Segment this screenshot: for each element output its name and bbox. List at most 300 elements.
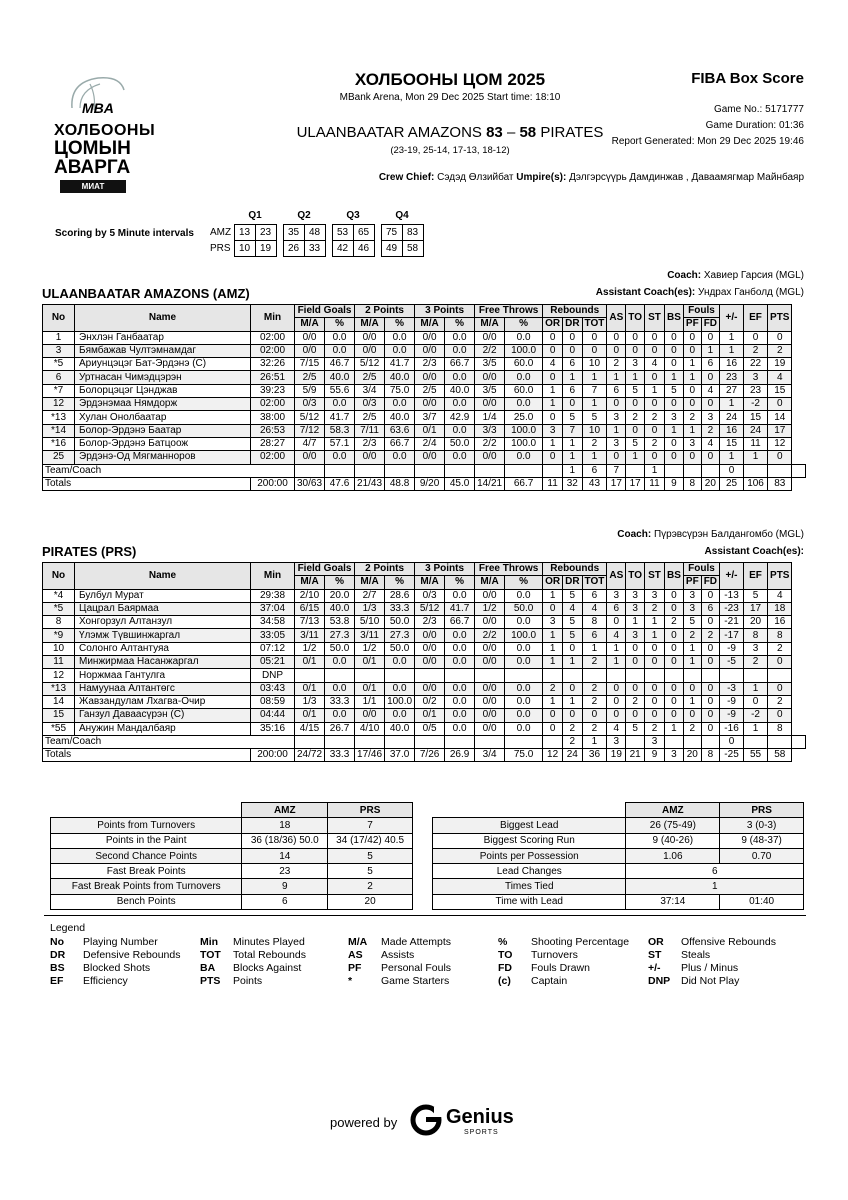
cell-fg-ma: 1/2 (295, 642, 325, 655)
cell-min: 33:05 (251, 629, 295, 642)
cell-tot: 0 (582, 331, 607, 344)
cell-as: 0 (607, 398, 626, 411)
cell-or: 0 (543, 331, 563, 344)
cell-tot: 2 (582, 437, 607, 450)
cell-ef: 20 (744, 616, 768, 629)
player-row (43, 424, 806, 437)
total-or: 11 (543, 477, 563, 490)
cell-or: 0 (543, 344, 563, 357)
cell-min: DNP (251, 669, 295, 682)
cell-to: 3 (626, 589, 645, 602)
legend-abbr: +/- (648, 962, 661, 974)
col-subheader-ma: M/A (295, 576, 325, 589)
sponsor-text: МИАТ (81, 182, 105, 191)
cell-ef: 0 (744, 331, 768, 344)
total-ft-pct: 75.0 (505, 749, 543, 762)
col-subheader-pct: % (445, 576, 475, 589)
team1-boxscore-table (42, 304, 806, 491)
stat-label: Biggest Scoring Run (433, 833, 626, 848)
col-subheader-ma: M/A (355, 318, 385, 331)
cell-or: 4 (543, 358, 563, 371)
cell-ft-ma: 0/0 (475, 371, 505, 384)
total-fg-ma: 30/63 (295, 477, 325, 490)
q1-header: Q1 (248, 210, 262, 222)
cell-ef: 24 (744, 424, 768, 437)
cell-p3-ma: 0/0 (415, 682, 445, 695)
cell-fg-pct: 20.0 (325, 589, 355, 602)
legend-desc: Assists (381, 949, 415, 961)
cell-dr: 5 (563, 629, 582, 642)
cell-to (626, 669, 645, 682)
cell-st: 0 (645, 695, 665, 708)
col-subheader-fd: FD (701, 318, 719, 331)
stat-value-amz: 37:14 (626, 894, 720, 909)
cell-fg-ma: 4/7 (295, 437, 325, 450)
genius-sub: SPORTS (464, 1129, 499, 1136)
cell-as: 3 (607, 411, 626, 424)
legend-abbr: M/A (348, 936, 368, 948)
away-team-name: PIRATES (540, 124, 604, 141)
interval-score: 46 (353, 240, 374, 256)
header-row (43, 305, 806, 318)
cell-ef: 3 (744, 642, 768, 655)
stats-row (51, 833, 413, 848)
cell-ft-ma: 0/0 (475, 682, 505, 695)
cell-fg-ma: 2/5 (295, 371, 325, 384)
cell-as: 4 (607, 629, 626, 642)
cell-fg-ma (295, 735, 325, 748)
cell-plus-minus: 23 (720, 371, 744, 384)
interval-score: 35 (283, 224, 304, 240)
cell-tot: 4 (582, 602, 607, 615)
cell-p2-pct: 50.0 (385, 642, 415, 655)
cell-fg-ma: 7/13 (295, 616, 325, 629)
cell-fg-ma: 0/1 (295, 656, 325, 669)
cell-p3-ma (415, 735, 445, 748)
cell-pf: 2 (683, 629, 701, 642)
cell-to: 0 (626, 682, 645, 695)
cell-pf (683, 464, 701, 477)
col-header-ef: EF (744, 563, 768, 590)
player-row (43, 695, 806, 708)
cell-plus-minus: -9 (720, 709, 744, 722)
cell-p3-ma: 0/0 (415, 629, 445, 642)
cell-ft-ma: 0/0 (475, 398, 505, 411)
cell-ft-pct (505, 735, 543, 748)
cell-ft-ma: 0/0 (475, 451, 505, 464)
cell-p3-ma: 0/0 (415, 451, 445, 464)
player-row (43, 709, 806, 722)
cell-p2-ma: 1/2 (355, 642, 385, 655)
stats-row (433, 818, 804, 833)
powered-by-text: powered by (330, 1115, 398, 1130)
col-subheader-ma: M/A (475, 576, 505, 589)
cell-p2-ma: 2/5 (355, 371, 385, 384)
team1-assistant-line (450, 287, 804, 298)
cell-pf: 0 (683, 709, 701, 722)
cell-to: 2 (626, 411, 645, 424)
cell-p2-pct: 75.0 (385, 384, 415, 397)
cell-ft-pct: 60.0 (505, 358, 543, 371)
cell-p2-pct (385, 464, 415, 477)
cell-fg-pct: 0.0 (325, 451, 355, 464)
legend-abbr: EF (50, 975, 64, 987)
player-row (43, 344, 806, 357)
cell-or: 1 (543, 589, 563, 602)
total-pf: 8 (683, 477, 701, 490)
cell-p3-ma: 2/5 (415, 384, 445, 397)
cell-st: 1 (645, 464, 665, 477)
stats-header-prs: PRS (328, 803, 413, 818)
cell-to: 0 (626, 709, 645, 722)
cell-as: 6 (607, 602, 626, 615)
total-pts: 58 (768, 749, 792, 762)
cell-ef: 1 (744, 682, 768, 695)
team1-assistant: Ундрах Ганболд (MGL) (698, 287, 804, 298)
cell-bs: 0 (665, 358, 684, 371)
team-coach-label: Team/Coach (43, 735, 295, 748)
stat-label: Second Chance Points (51, 848, 242, 863)
cell-dr: 6 (563, 384, 582, 397)
legend-abbr: BA (200, 962, 216, 974)
stats-row (51, 818, 413, 833)
cell-to: 3 (626, 358, 645, 371)
cell-fg-pct: 0.0 (325, 709, 355, 722)
interval-score: 75 (381, 224, 402, 240)
cell-min: 28:27 (251, 437, 295, 450)
col-header-st: ST (645, 305, 665, 332)
legend-abbr: OR (648, 936, 664, 948)
total-p2-pct: 37.0 (385, 749, 415, 762)
cell-dr: 0 (563, 398, 582, 411)
cell-ft-ma: 2/2 (475, 344, 505, 357)
cell-min: 02:00 (251, 398, 295, 411)
cell-ef: 1 (744, 451, 768, 464)
cell-plus-minus: -9 (720, 642, 744, 655)
cell-pts: 17 (768, 424, 792, 437)
col-header-bs: BS (665, 305, 684, 332)
cell-undefined (792, 735, 806, 748)
cell-ft-ma: 2/2 (475, 629, 505, 642)
cell-name: Намуунаа Алтантөгс (75, 682, 251, 695)
team-coach-label: Team/Coach (43, 464, 295, 477)
cell-ef: 8 (744, 629, 768, 642)
cell-p3-pct: 50.0 (445, 437, 475, 450)
cell-fg-ma: 0/1 (295, 682, 325, 695)
cell-st: 0 (645, 331, 665, 344)
total-plus-minus: 25 (720, 477, 744, 490)
legend-abbr: PF (348, 962, 362, 974)
cell-to: 0 (626, 642, 645, 655)
cell-st: 1 (645, 616, 665, 629)
col-header-pm: +/- (720, 563, 744, 590)
cell-pts: 12 (768, 437, 792, 450)
logo-mark: MBA (82, 100, 114, 116)
cell-ef: -2 (744, 398, 768, 411)
cell-dr: 0 (563, 709, 582, 722)
stat-value-amz: 9 (40-26) (626, 833, 720, 848)
cell-ft-ma: 0/0 (475, 589, 505, 602)
cell-bs: 0 (665, 629, 684, 642)
cell-name: Булбул Мурат (75, 589, 251, 602)
cell-to: 3 (626, 629, 645, 642)
cell-name: Болор-Эрдэнэ Батцоож (75, 437, 251, 450)
col-header-min: Min (251, 563, 295, 590)
cell-st: 1 (645, 384, 665, 397)
col-header-pts: PTS (768, 305, 792, 332)
cell-bs: 0 (665, 642, 684, 655)
cell-fg-pct: 0.0 (325, 656, 355, 669)
cell-dr: 2 (563, 722, 582, 735)
stats-row (51, 894, 413, 909)
cell-bs: 0 (665, 589, 684, 602)
legend-desc: Playing Number (83, 936, 158, 948)
total-p3-ma: 9/20 (415, 477, 445, 490)
cell-pf: 1 (683, 656, 701, 669)
cell-no: 10 (43, 642, 75, 655)
cell-pf: 1 (683, 358, 701, 371)
cell-min: 39:23 (251, 384, 295, 397)
cell-pf (683, 735, 701, 748)
legend-desc: Fouls Drawn (531, 962, 590, 974)
cell-plus-minus: -16 (720, 722, 744, 735)
cell-p2-pct: 0.0 (385, 682, 415, 695)
stat-value-amz: 18 (242, 818, 328, 833)
cell-pts: 2 (768, 344, 792, 357)
cell-plus-minus: 16 (720, 424, 744, 437)
interval-score: 33 (304, 240, 325, 256)
cell-to: 0 (626, 331, 645, 344)
cell-fg-pct: 26.7 (325, 722, 355, 735)
legend-desc: Made Attempts (381, 936, 452, 948)
cell-p2-ma: 3/4 (355, 384, 385, 397)
team1-title: ULAANBAATAR AMAZONS (AMZ) (42, 286, 250, 301)
cell-fg-ma: 4/15 (295, 722, 325, 735)
cell-pts (768, 735, 792, 748)
cell-p3-pct (445, 464, 475, 477)
total-ft-ma: 14/21 (475, 477, 505, 490)
col-header-name: Name (75, 563, 251, 590)
cell-fg-pct: 0.0 (325, 344, 355, 357)
col-header-ft: Free Throws (475, 305, 543, 318)
player-row (43, 398, 806, 411)
cell-as (607, 669, 626, 682)
col-header-ef: EF (744, 305, 768, 332)
cell-p3-pct: 0.0 (445, 344, 475, 357)
report-generated: Report Generated: Mon 29 Dec 2025 19:46 (611, 136, 804, 147)
cell-min: 08:59 (251, 695, 295, 708)
cell-p3-pct: 0.0 (445, 331, 475, 344)
interval-score: 65 (353, 224, 374, 240)
legend-abbr: * (348, 975, 353, 987)
cell-dr: 5 (563, 589, 582, 602)
logo-line2: ЦОМЫН (54, 138, 131, 159)
cell-ft-ma: 0/0 (475, 331, 505, 344)
cell-p3-pct: 0.0 (445, 709, 475, 722)
cell-p2-ma: 5/12 (355, 358, 385, 371)
cell-pts: 19 (768, 358, 792, 371)
legend-desc: Game Starters (381, 975, 450, 987)
cell-no: 11 (43, 656, 75, 669)
cell-fd: 0 (701, 451, 719, 464)
col-header-no: No (43, 305, 75, 332)
cell-st (645, 669, 665, 682)
total-st: 9 (645, 749, 665, 762)
player-row (43, 411, 806, 424)
cell-ft-pct: 100.0 (505, 629, 543, 642)
cell-st: 3 (645, 735, 665, 748)
cell-p2-pct: 40.0 (385, 411, 415, 424)
cell-p2-pct: 0.0 (385, 344, 415, 357)
col-header-as: AS (607, 305, 626, 332)
cell-pf: 0 (683, 682, 701, 695)
cell-fg-pct: 41.7 (325, 411, 355, 424)
cell-bs: 2 (665, 616, 684, 629)
cell-pts (768, 464, 792, 477)
cell-p3-ma: 5/12 (415, 602, 445, 615)
player-row (43, 358, 806, 371)
cell-as: 3 (607, 589, 626, 602)
cell-p3-ma: 2/4 (415, 437, 445, 450)
cell-to: 0 (626, 424, 645, 437)
col-header-p3: 3 Points (415, 305, 475, 318)
total-fg-pct: 47.6 (325, 477, 355, 490)
cell-bs: 1 (665, 371, 684, 384)
legend-abbr: No (50, 936, 64, 948)
cell-ft-pct: 0.0 (505, 371, 543, 384)
legend-desc: Blocks Against (233, 962, 302, 974)
stat-label: Points from Turnovers (51, 818, 242, 833)
cell-ef (744, 669, 768, 682)
cell-as: 0 (607, 709, 626, 722)
col-subheader-pct: % (385, 318, 415, 331)
cell-ft-ma: 0/0 (475, 695, 505, 708)
cell-name: Норжмаа Гантулга (75, 669, 251, 682)
cell-fd: 4 (701, 384, 719, 397)
col-header-p2: 2 Points (355, 305, 415, 318)
stat-label: Times Tied (433, 879, 626, 894)
totals-row (43, 749, 806, 762)
col-subheader-pct: % (325, 318, 355, 331)
cell-fd: 0 (701, 709, 719, 722)
cell-fg-ma (295, 464, 325, 477)
player-row (43, 451, 806, 464)
crew-chief: Сэдэд Өлзийбат (437, 172, 514, 183)
cell-to: 1 (626, 451, 645, 464)
cell-ft-pct: 0.0 (505, 616, 543, 629)
logo-sponsor (60, 180, 126, 193)
cell-bs (665, 464, 684, 477)
cell-fg-pct (325, 669, 355, 682)
cell-ft-pct: 0.0 (505, 682, 543, 695)
cell-min: 26:51 (251, 371, 295, 384)
cell-pf: 2 (683, 411, 701, 424)
total-tot: 36 (582, 749, 607, 762)
cell-dr: 0 (563, 682, 582, 695)
coach-label: Coach: (667, 270, 702, 281)
cell-as: 0 (607, 451, 626, 464)
legend-abbr: % (498, 936, 508, 948)
total-p3-ma: 7/26 (415, 749, 445, 762)
scoring-team: PRS (210, 242, 231, 254)
cell-p3-ma: 2/3 (415, 616, 445, 629)
cell-to: 1 (626, 371, 645, 384)
legend-title: Legend (50, 922, 86, 934)
total-dr: 32 (563, 477, 582, 490)
cell-as: 0 (607, 616, 626, 629)
cell-bs (665, 735, 684, 748)
stats-row (433, 833, 804, 848)
cell-fd: 0 (701, 695, 719, 708)
cell-fd: 0 (701, 331, 719, 344)
col-header-as: AS (607, 563, 626, 590)
cell-p3-pct: 41.7 (445, 602, 475, 615)
scoring-row-amz (210, 224, 423, 240)
cell-p2-pct: 40.0 (385, 722, 415, 735)
cell-ft-ma: 0/0 (475, 722, 505, 735)
cell-tot: 5 (582, 411, 607, 424)
cell-pf: 0 (683, 331, 701, 344)
team1-coach: Хавиер Гарсия (MGL) (703, 270, 804, 281)
total-pf: 20 (683, 749, 701, 762)
cell-p2-pct: 28.6 (385, 589, 415, 602)
legend-grid (50, 936, 810, 992)
umpires: Дэлгэрсүүрь Дамдинжав , Даваамягмар Майнбаяр (569, 172, 804, 183)
event-title: ХОЛБООНЫ ЦОМ 2025 (354, 70, 546, 89)
col-subheader-tot: TOT (582, 318, 607, 331)
stats-header-amz: AMZ (626, 803, 720, 818)
col-subheader-pct: % (505, 576, 543, 589)
cell-to (626, 735, 645, 748)
legend-abbr: FD (498, 962, 512, 974)
cell-or (543, 464, 563, 477)
cell-tot: 0 (582, 709, 607, 722)
total-min: 200:00 (251, 477, 295, 490)
col-subheader-pct: % (505, 318, 543, 331)
cell-pf: 3 (683, 602, 701, 615)
legend-abbr: TO (498, 949, 513, 961)
cell-min: 38:00 (251, 411, 295, 424)
cell-min: 02:00 (251, 331, 295, 344)
cell-p3-ma: 0/0 (415, 344, 445, 357)
cell-bs: 0 (665, 709, 684, 722)
cell-no: 12 (43, 669, 75, 682)
stat-value-prs: 3 (0-3) (720, 818, 804, 833)
cell-ft-ma: 0/0 (475, 709, 505, 722)
cell-ft-ma: 3/5 (475, 384, 505, 397)
cell-p2-pct: 41.7 (385, 358, 415, 371)
cell-pf: 0 (683, 451, 701, 464)
cell-bs: 3 (665, 411, 684, 424)
cell-ef: 11 (744, 437, 768, 450)
cell-pts: 4 (768, 371, 792, 384)
col-subheader-ma: M/A (415, 576, 445, 589)
cell-p3-ma: 0/0 (415, 331, 445, 344)
cell-ft-pct: 100.0 (505, 344, 543, 357)
col-subheader-ma: M/A (295, 318, 325, 331)
stat-value-amz: 36 (18/36) 50.0 (242, 833, 328, 848)
cell-ft-pct (505, 669, 543, 682)
cell-p3-pct: 0.0 (445, 398, 475, 411)
cell-p3-ma: 0/0 (415, 642, 445, 655)
stat-value-amz: 23 (242, 864, 328, 879)
col-header-reb: Rebounds (543, 563, 607, 576)
cell-p3-pct: 0.0 (445, 656, 475, 669)
cell-no: *5 (43, 602, 75, 615)
doc-title: FIBA Box Score (691, 70, 804, 87)
cell-tot: 10 (582, 424, 607, 437)
genius-logo-icon (410, 1104, 442, 1136)
